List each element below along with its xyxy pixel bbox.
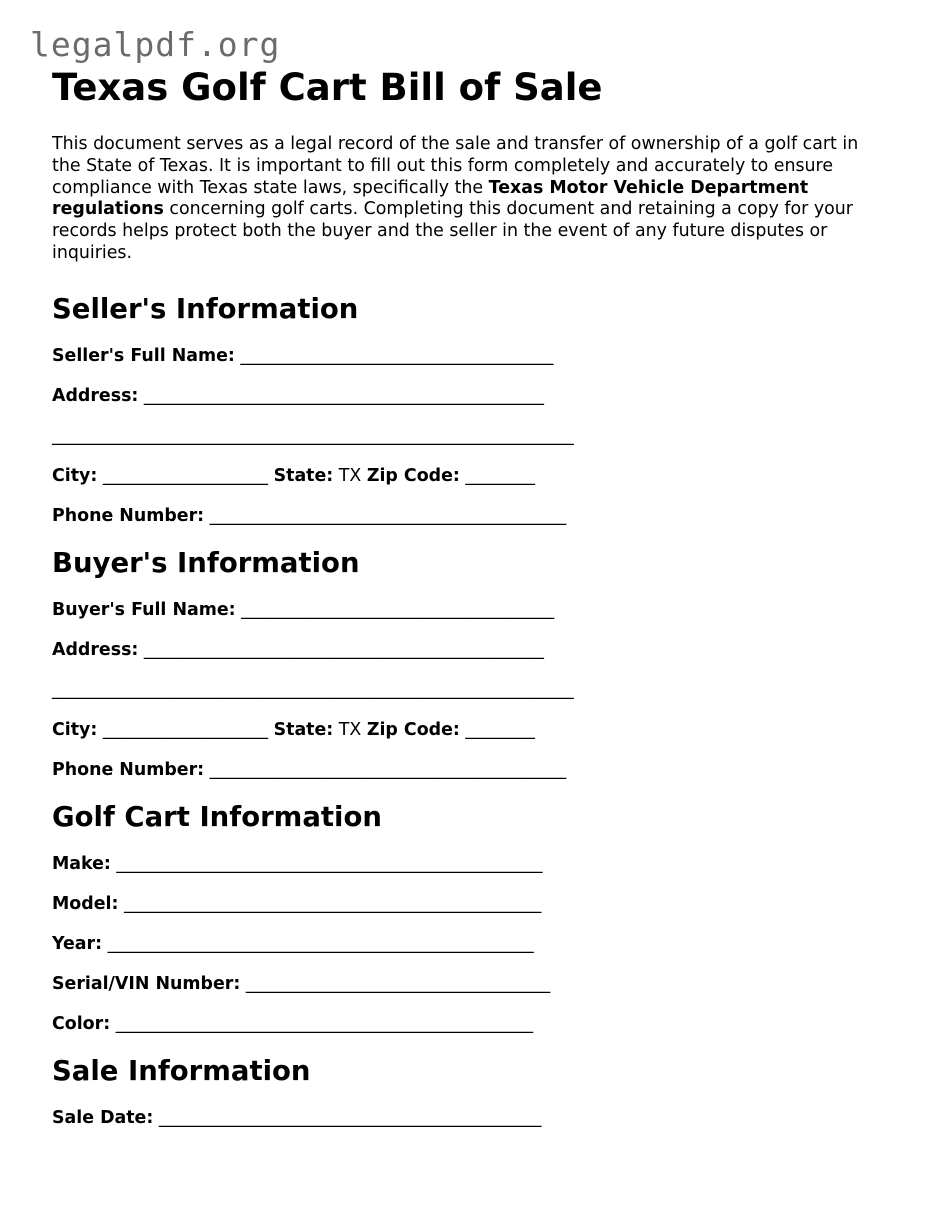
watermark: legalpdf.org	[30, 25, 281, 64]
make-field[interactable]	[52, 853, 892, 875]
seller-address-line-2[interactable]	[52, 425, 892, 447]
buyer-heading: Buyer's Information	[52, 546, 360, 579]
color-line[interactable]: ________________________________________________	[115, 1013, 534, 1034]
seller-phone-field[interactable]	[52, 505, 892, 527]
serial-vin-line[interactable]: ___________________________________	[245, 973, 551, 994]
buyer-zip-line[interactable]: ________	[465, 719, 535, 740]
model-line[interactable]: ________________________________________________	[123, 893, 542, 914]
buyer-address-field[interactable]	[52, 639, 892, 661]
buyer-phone-label: Phone Number:	[52, 759, 205, 780]
sale-heading: Sale Information	[52, 1054, 311, 1087]
buyer-city-line[interactable]: ___________________	[102, 719, 269, 740]
buyer-address-label: Address:	[52, 639, 139, 660]
sale-date-line[interactable]: ____________________________________________	[158, 1107, 542, 1128]
model-field[interactable]	[52, 893, 892, 915]
intro-text-2: concerning golf carts. Completing this document and retaining a copy for your records helps protect both the buyer and the seller in the event of any future disputes or inquiries.	[52, 199, 853, 263]
document-title: Texas Golf Cart Bill of Sale	[52, 66, 603, 109]
buyer-state-value: TX	[338, 719, 362, 740]
seller-state-label: State:	[273, 465, 334, 486]
seller-heading: Seller's Information	[52, 292, 359, 325]
sale-date-label: Sale Date:	[52, 1107, 154, 1128]
buyer-address-line-2-blank[interactable]: ____________________________________________________________	[52, 679, 574, 700]
seller-address-label: Address:	[52, 385, 139, 406]
seller-full-name-field[interactable]	[52, 345, 892, 367]
seller-city-label: City:	[52, 465, 98, 486]
make-label: Make:	[52, 853, 111, 874]
color-label: Color:	[52, 1013, 111, 1034]
serial-vin-field[interactable]	[52, 973, 892, 995]
seller-city-line[interactable]: ___________________	[102, 465, 269, 486]
golf-cart-heading: Golf Cart Information	[52, 800, 382, 833]
seller-zip-line[interactable]: ________	[465, 465, 535, 486]
color-field[interactable]	[52, 1013, 892, 1035]
seller-address-field[interactable]	[52, 385, 892, 407]
buyer-phone-field[interactable]	[52, 759, 892, 781]
intro-bold-text: Texas Motor Vehicle Department regulations	[52, 177, 809, 220]
seller-full-name-label: Seller's Full Name:	[52, 345, 235, 366]
sale-section	[52, 1054, 892, 1129]
buyer-phone-line[interactable]: _________________________________________	[209, 759, 567, 780]
seller-section	[52, 292, 892, 527]
serial-vin-label: Serial/VIN Number:	[52, 973, 241, 994]
buyer-address-line-2[interactable]	[52, 679, 892, 701]
year-line[interactable]: _________________________________________________	[107, 933, 534, 954]
model-label: Model:	[52, 893, 119, 914]
buyer-full-name-line[interactable]: ____________________________________	[241, 599, 555, 620]
intro-paragraph	[52, 134, 892, 265]
buyer-city-state-zip-row	[52, 719, 892, 741]
seller-address-line-2-blank[interactable]: ____________________________________________________________	[52, 425, 574, 446]
seller-address-line[interactable]: ______________________________________________	[143, 385, 544, 406]
seller-full-name-line[interactable]: ____________________________________	[240, 345, 554, 366]
year-field[interactable]	[52, 933, 892, 955]
seller-phone-label: Phone Number:	[52, 505, 205, 526]
seller-state-value: TX	[338, 465, 362, 486]
buyer-full-name-label: Buyer's Full Name:	[52, 599, 236, 620]
buyer-full-name-field[interactable]	[52, 599, 892, 621]
year-label: Year:	[52, 933, 103, 954]
intro-text-1: This document serves as a legal record of the sale and transfer of ownership of a golf cart in the State of Texas. It is important to fill out this form completely and accurately to ensure compliance with Texas state laws, specifically the	[52, 134, 859, 198]
make-line[interactable]: _________________________________________________	[116, 853, 543, 874]
buyer-address-line[interactable]: ______________________________________________	[143, 639, 544, 660]
golf-cart-section	[52, 800, 892, 1035]
buyer-zip-label: Zip Code:	[366, 719, 460, 740]
buyer-city-label: City:	[52, 719, 98, 740]
seller-city-state-zip-row	[52, 465, 892, 487]
seller-zip-label: Zip Code:	[366, 465, 460, 486]
buyer-section	[52, 546, 892, 781]
document-page	[52, 64, 892, 1129]
seller-phone-line[interactable]: _________________________________________	[209, 505, 567, 526]
sale-date-field[interactable]	[52, 1107, 892, 1129]
buyer-state-label: State:	[273, 719, 334, 740]
